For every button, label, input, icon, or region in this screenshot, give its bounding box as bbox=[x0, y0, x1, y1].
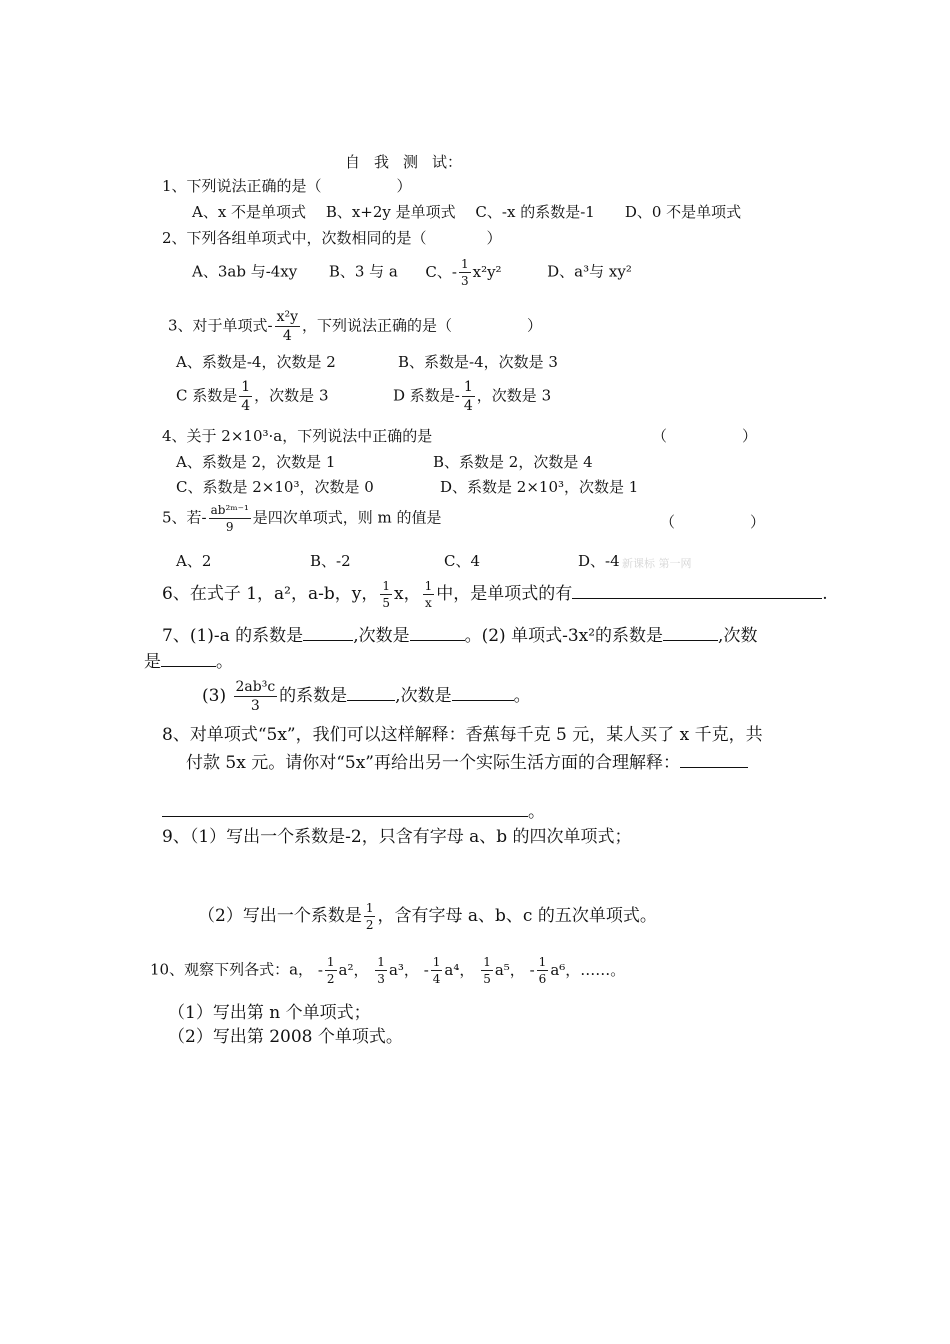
question-10-stem: 10、观察下列各式：a， - $\frac{1}{2}$ a²， $\frac{1}{3}$ a³， - $\frac{1}{4}$ a⁴， $\frac{1}{5}$ a⁵， - $\frac{1}{6}$ a⁶，……。 bbox=[150, 955, 626, 986]
question-4-stem: 4、关于 2×10³·a，下列说法中正确的是 bbox=[162, 427, 433, 445]
q2-option-d: D、a³与 xy² bbox=[547, 262, 632, 281]
question-5-stem: 5、若- $\frac{\text{ab²ᵐ⁻¹}}{9}$ 是四次单项式，则 m 的值是 bbox=[162, 503, 442, 534]
question-7-part3: (3) $\frac{\text{2ab³c}}{3}$ 的系数是 ,次数是 。 bbox=[202, 679, 531, 714]
question-7-line2: 是 。 bbox=[144, 652, 233, 672]
q3-option-d: D 系数是- $\frac{1}{4}$ ，次数是 3 bbox=[393, 379, 552, 414]
answer-blank[interactable] bbox=[303, 624, 353, 641]
q3-option-b: B、系数是-4，次数是 3 bbox=[398, 353, 558, 371]
title-char: 试： bbox=[432, 153, 463, 171]
q10-term: $\frac{1}{5}$ a⁵， bbox=[483, 955, 525, 986]
q5-option-a: A、2 bbox=[176, 552, 212, 570]
question-1-options: A、x 不是单项式 B、x+2y 是单项式 C、-x 的系数是-1 D、0 不是单项式 bbox=[192, 203, 742, 221]
watermark: 新课标 第一网 bbox=[622, 557, 692, 570]
question-4-paren: （ ） bbox=[652, 427, 758, 445]
q10-term: $\frac{1}{3}$ a³， bbox=[377, 955, 419, 986]
q3-option-a: A、系数是-4，次数是 2 bbox=[176, 353, 336, 371]
question-9-part1: 9、（1）写出一个系数是-2，只含有字母 a、b 的四次单项式； bbox=[162, 827, 632, 847]
q4-option-d: D、系数是 2×10³，次数是 1 bbox=[440, 478, 639, 496]
answer-blank[interactable] bbox=[161, 650, 216, 667]
title-char: 我 bbox=[374, 153, 390, 171]
question-7-line1: 7、(1)-a 的系数是 ,次数是 。(2) 单项式-3x²的系数是 ,次数 bbox=[162, 626, 758, 646]
question-8-line1: 8、对单项式“5x”，我们可以这样解释：香蕉每千克 5 元，某人买了 x 千克，共 bbox=[162, 725, 763, 745]
answer-blank[interactable] bbox=[347, 684, 395, 701]
q2-option-a: A、3ab 与-4xy bbox=[192, 262, 298, 281]
answer-blank[interactable] bbox=[680, 751, 748, 768]
q4-option-a: A、系数是 2，次数是 1 bbox=[176, 453, 336, 471]
q4-option-b: B、系数是 2，次数是 4 bbox=[433, 453, 593, 471]
question-3-stem: 3、对于单项式- $\frac{\text{x²y}}{4}$ ，下列说法正确的是（ ） bbox=[168, 309, 543, 344]
answer-blank[interactable] bbox=[410, 624, 465, 641]
q10-term: - $\frac{1}{6}$ a⁶，……。 bbox=[529, 955, 626, 986]
question-5-paren: （ ） bbox=[660, 513, 766, 531]
title-char: 自 bbox=[345, 153, 361, 171]
question-10-sub1: （1）写出第 n 个单项式； bbox=[168, 1003, 371, 1023]
q5-option-b: B、-2 bbox=[310, 552, 351, 570]
q10-term: - $\frac{1}{2}$ a²， bbox=[317, 955, 369, 986]
q4-option-c: C、系数是 2×10³，次数是 0 bbox=[176, 478, 374, 496]
q5-option-d: D、-4 bbox=[578, 552, 620, 570]
question-8-line2: 付款 5x 元。请你对“5x”再给出另一个实际生活方面的合理解释： bbox=[186, 751, 748, 774]
question-9-part2: （2）写出一个系数是 $\frac{1}{2}$ ，含有字母 a、b、c 的五次单项式。 bbox=[198, 901, 657, 932]
answer-blank[interactable] bbox=[162, 800, 528, 817]
q2-option-c: C、- $\frac{1}{3}$ x²y² bbox=[425, 257, 502, 288]
question-8-line3: 。 bbox=[162, 800, 545, 823]
q5-option-c: C、4 bbox=[444, 552, 481, 570]
q10-term: - $\frac{1}{4}$ a⁴， bbox=[423, 955, 475, 986]
question-10-sub2: （2）写出第 2008 个单项式。 bbox=[168, 1027, 403, 1047]
question-2-stem: 2、下列各组单项式中，次数相同的是（ ） bbox=[162, 229, 502, 247]
answer-blank[interactable] bbox=[572, 582, 822, 599]
answer-blank[interactable] bbox=[452, 684, 514, 701]
title-char: 测 bbox=[403, 153, 419, 171]
question-1-stem: 1、下列说法正确的是（ ） bbox=[162, 177, 412, 195]
q2-option-b: B、3 与 a bbox=[328, 262, 398, 281]
question-2-options bbox=[192, 258, 632, 287]
page-title bbox=[345, 152, 476, 172]
q3-option-c: C 系数是 $\frac{1}{4}$ ，次数是 3 bbox=[176, 379, 329, 414]
answer-blank[interactable] bbox=[663, 624, 718, 641]
question-6: 6、在式子 1，a²，a-b，y， $\frac{1}{5}$ x， $\frac{1}{x}$ 中，是单项式的有 . bbox=[162, 579, 828, 610]
